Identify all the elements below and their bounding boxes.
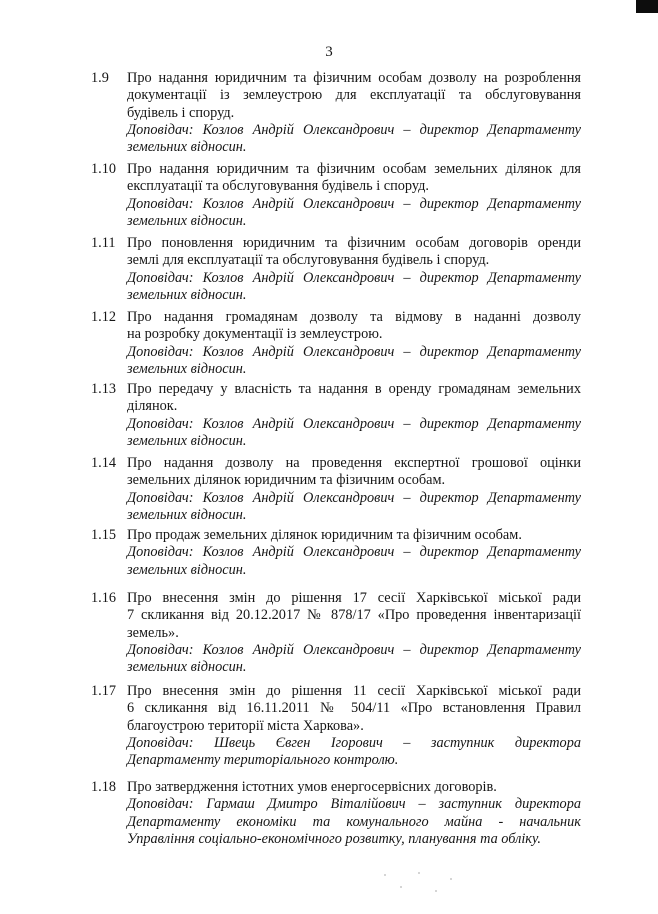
agenda-item-speaker-line: Доповідач: Козлов Андрій Олександрович – директор Департаменту — [127, 489, 581, 506]
agenda-item-number: 1.10 — [91, 161, 117, 177]
agenda-item-body — [127, 381, 581, 450]
agenda-item-title-line: земель». — [127, 624, 179, 641]
agenda-item-body — [127, 309, 581, 378]
agenda-item-speaker-line: земельних відносин. — [127, 659, 247, 676]
agenda-item-number: 1.13 — [91, 381, 117, 397]
agenda-item-body — [127, 527, 581, 579]
agenda-item-title-line: Про надання громадянам дозволу та відмову в наданні дозволу — [127, 309, 581, 325]
agenda-item-number: 1.16 — [91, 590, 117, 606]
agenda-item-speaker-line: Доповідач: Козлов Андрій Олександрович – директор Департаменту — [127, 415, 581, 432]
agenda-item-title-line: Про надання юридичним та фізичним особам дозволу на розроблення — [127, 70, 581, 86]
agenda-item-speaker-line: земельних відносин. — [127, 506, 247, 523]
agenda-item-title-line: земельних ділянок юридичним та фізичним особам. — [127, 472, 446, 489]
agenda-item-title-line: на розробку документації із землеустрою. — [127, 326, 383, 343]
agenda-item-speaker-line: Департаменту економіки та комунального майна - начальник — [127, 813, 581, 830]
agenda-item-body — [127, 161, 581, 230]
agenda-item-body — [127, 455, 581, 524]
agenda-item-title-line: експлуатації та обслуговування будівель і споруд. — [127, 178, 429, 195]
agenda-item-speaker-line: Доповідач: Швець Євген Ігорович – заступник директора — [127, 734, 581, 751]
agenda-item-number: 1.17 — [91, 683, 117, 699]
agenda-item-speaker-line: Доповідач: Гармаш Дмитро Віталійович – заступник директора — [127, 796, 581, 813]
agenda-item-number: 1.12 — [91, 309, 117, 325]
agenda-item-speaker-line: земельних відносин. — [127, 561, 247, 578]
agenda-item-speaker-line: Управління соціально-економічного розвитку, планування та обліку. — [127, 830, 541, 847]
agenda-item-number: 1.11 — [91, 235, 116, 251]
agenda-item-title-line: документації із землеустрою для експлуатації та обслуговування — [127, 87, 581, 104]
agenda-item-body — [127, 779, 581, 848]
agenda-item-title-line: Про надання юридичним та фізичним особам земельних ділянок для — [127, 161, 581, 177]
agenda-item-speaker-line: земельних відносин. — [127, 139, 247, 156]
agenda-item-speaker-line: Доповідач: Козлов Андрій Олександрович – директор Департаменту — [127, 195, 581, 212]
agenda-item-title-line: Про затвердження істотних умов енергосервісних договорів. — [127, 779, 497, 795]
agenda-item-speaker-line: земельних відносин. — [127, 360, 247, 377]
agenda-item-body — [127, 590, 581, 676]
agenda-item-title-line: будівель і споруд. — [127, 104, 235, 121]
scan-specks — [380, 868, 460, 898]
agenda-item-speaker-line: земельних відносин. — [127, 432, 247, 449]
agenda-item-title-line: 6 скликання від 16.11.2011 № 504/11 «Про встановлення Правил — [127, 700, 581, 717]
agenda-item-number: 1.18 — [91, 779, 117, 795]
agenda-item-title-line: ділянок. — [127, 398, 178, 415]
agenda-item-title-line: Про поновлення юридичним та фізичним особам договорів оренди — [127, 235, 581, 251]
agenda-item-title-line: благоустрою території міста Харкова». — [127, 717, 364, 734]
agenda-item-body — [127, 683, 581, 769]
agenda-item-title-line: Про внесення змін до рішення 11 сесії Харківської міської ради — [127, 683, 581, 699]
agenda-item-speaker-line: Доповідач: Козлов Андрій Олександрович – директор Департаменту — [127, 544, 581, 561]
agenda-item-speaker-line: Доповідач: Козлов Андрій Олександрович – директор Департаменту — [127, 269, 581, 286]
agenda-item-number: 1.14 — [91, 455, 117, 471]
agenda-item-speaker-line: земельних відносин. — [127, 212, 247, 229]
agenda-item-speaker-line: Доповідач: Козлов Андрій Олександрович – директор Департаменту — [127, 121, 581, 138]
agenda-item-speaker-line: Доповідач: Козлов Андрій Олександрович – директор Департаменту — [127, 343, 581, 360]
agenda-item-title-line: землі для експлуатації та обслуговування будівель і споруд. — [127, 252, 490, 269]
agenda-item-title-line: Про надання дозволу на проведення експертної грошової оцінки — [127, 455, 581, 471]
agenda-item-speaker-line: земельних відносин. — [127, 286, 247, 303]
page-number: 3 — [325, 44, 333, 60]
agenda-item-number: 1.9 — [91, 70, 109, 86]
agenda-item-body — [127, 235, 581, 304]
agenda-item-body — [127, 70, 581, 156]
agenda-item-speaker-line: Департаменту територіального контролю. — [127, 752, 399, 769]
agenda-item-speaker-line: Доповідач: Козлов Андрій Олександрович – директор Департаменту — [127, 641, 581, 658]
agenda-item-title-line: Про внесення змін до рішення 17 сесії Харківської міської ради — [127, 590, 581, 606]
agenda-item-title-line: Про передачу у власність та надання в оренду громадянам земельних — [127, 381, 581, 397]
scan-corner-mark — [636, 0, 658, 13]
agenda-item-title-line: 7 скликання від 20.12.2017 № 878/17 «Про проведення інвентаризації — [127, 607, 581, 624]
agenda-item-title-line: Про продаж земельних ділянок юридичним та фізичним особам. — [127, 527, 522, 543]
agenda-item-number: 1.15 — [91, 527, 117, 543]
